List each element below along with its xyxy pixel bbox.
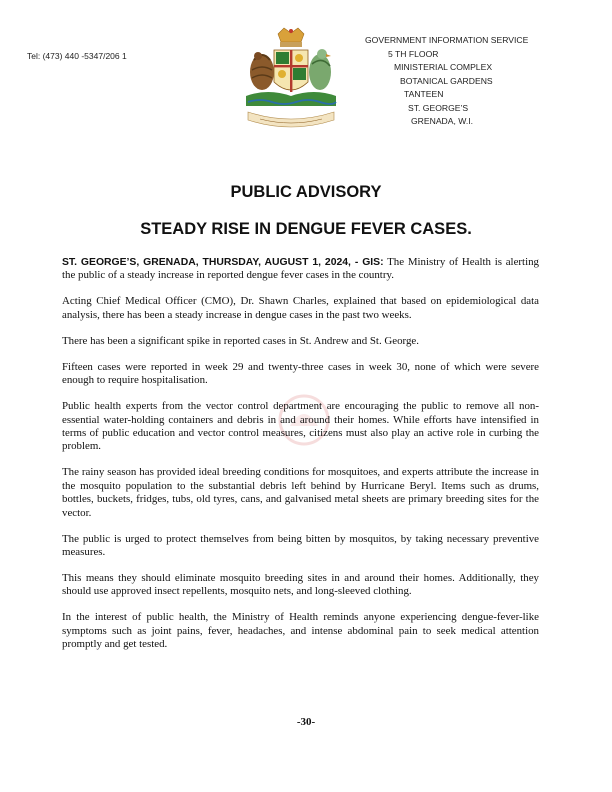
advisory-heading: PUBLIC ADVISORY [230, 183, 382, 201]
address-line: GOVERNMENT INFORMATION SERVICE [365, 35, 529, 45]
paragraph-text: The Ministry of Health is alerting the public of a steady increase in reported dengue fever cases in the country. [62, 256, 539, 282]
address-line: GRENADA, W.I. [411, 116, 474, 126]
dateline: ST. GEORGE’S, GRENADA, THURSDAY, AUGUST 1, 2024, - GIS: [62, 257, 384, 268]
coat-of-arms-logo [238, 26, 344, 134]
agency-address-block [365, 34, 528, 129]
address-line: BOTANICAL GARDENS [400, 75, 493, 86]
body-paragraph: The rainy season has provided ideal breeding conditions for mosquitoes, and experts attribute the increase in the mosquito population to the substantial debris left behind by Hurricane Beryl. Items such as drums, bottles, buckets, fridges, tubs, old tyres, cans, and galvanised metal sheets are primary breeding sites for the vector. [62, 466, 539, 519]
address-line: MINISTERIAL COMPLEX [394, 62, 493, 72]
telephone-number: Tel: (473) 440 -5347/206 1 [27, 51, 127, 61]
body-paragraph: The public is urged to protect themselves from being bitten by mosquitos, by taking necessary preventive measures. [62, 532, 539, 559]
address-line: 5 TH FLOOR [388, 48, 439, 59]
end-marker: -30- [296, 716, 316, 728]
advisory-headline: STEADY RISE IN DENGUE FEVER CASES. [140, 220, 472, 238]
body-paragraph: In the interest of public health, the Ministry of Health reminds anyone experiencing dengue-fever-like symptoms such as joint pains, fever, headaches, and intense abdominal pain to seek medical attention promptly and get tested. [62, 611, 539, 651]
address-line: ST. GEORGE’S [408, 102, 469, 113]
body-paragraph [62, 256, 539, 283]
advisory-body [62, 256, 539, 664]
body-paragraph: There has been a significant spike in reported cases in St. Andrew and St. George. [62, 334, 419, 347]
body-paragraph: Acting Chief Medical Officer (CMO), Dr. Shawn Charles, explained that based on epidemiological data analysis, there has been a steady increase in dengue cases in the past two weeks. [62, 295, 539, 321]
body-paragraph: Public health experts from the vector control department are encouraging the public to remove all non-essential water-holding containers and debris in and around their homes. While efforts have intensified in terms of public education and vector control measures, citizens must also play an active role in curbing the problem. [62, 400, 539, 453]
body-paragraph: Fifteen cases were reported in week 29 and twenty-three cases in week 30, none of which were severe enough to require hospitalisation. [62, 360, 539, 387]
address-line: TANTEEN [404, 89, 444, 99]
body-paragraph: This means they should eliminate mosquito breeding sites in and around their homes. Additionally, they should use approved insect repellents, mosquito nets, and long-sleeved clothing. [62, 572, 539, 598]
